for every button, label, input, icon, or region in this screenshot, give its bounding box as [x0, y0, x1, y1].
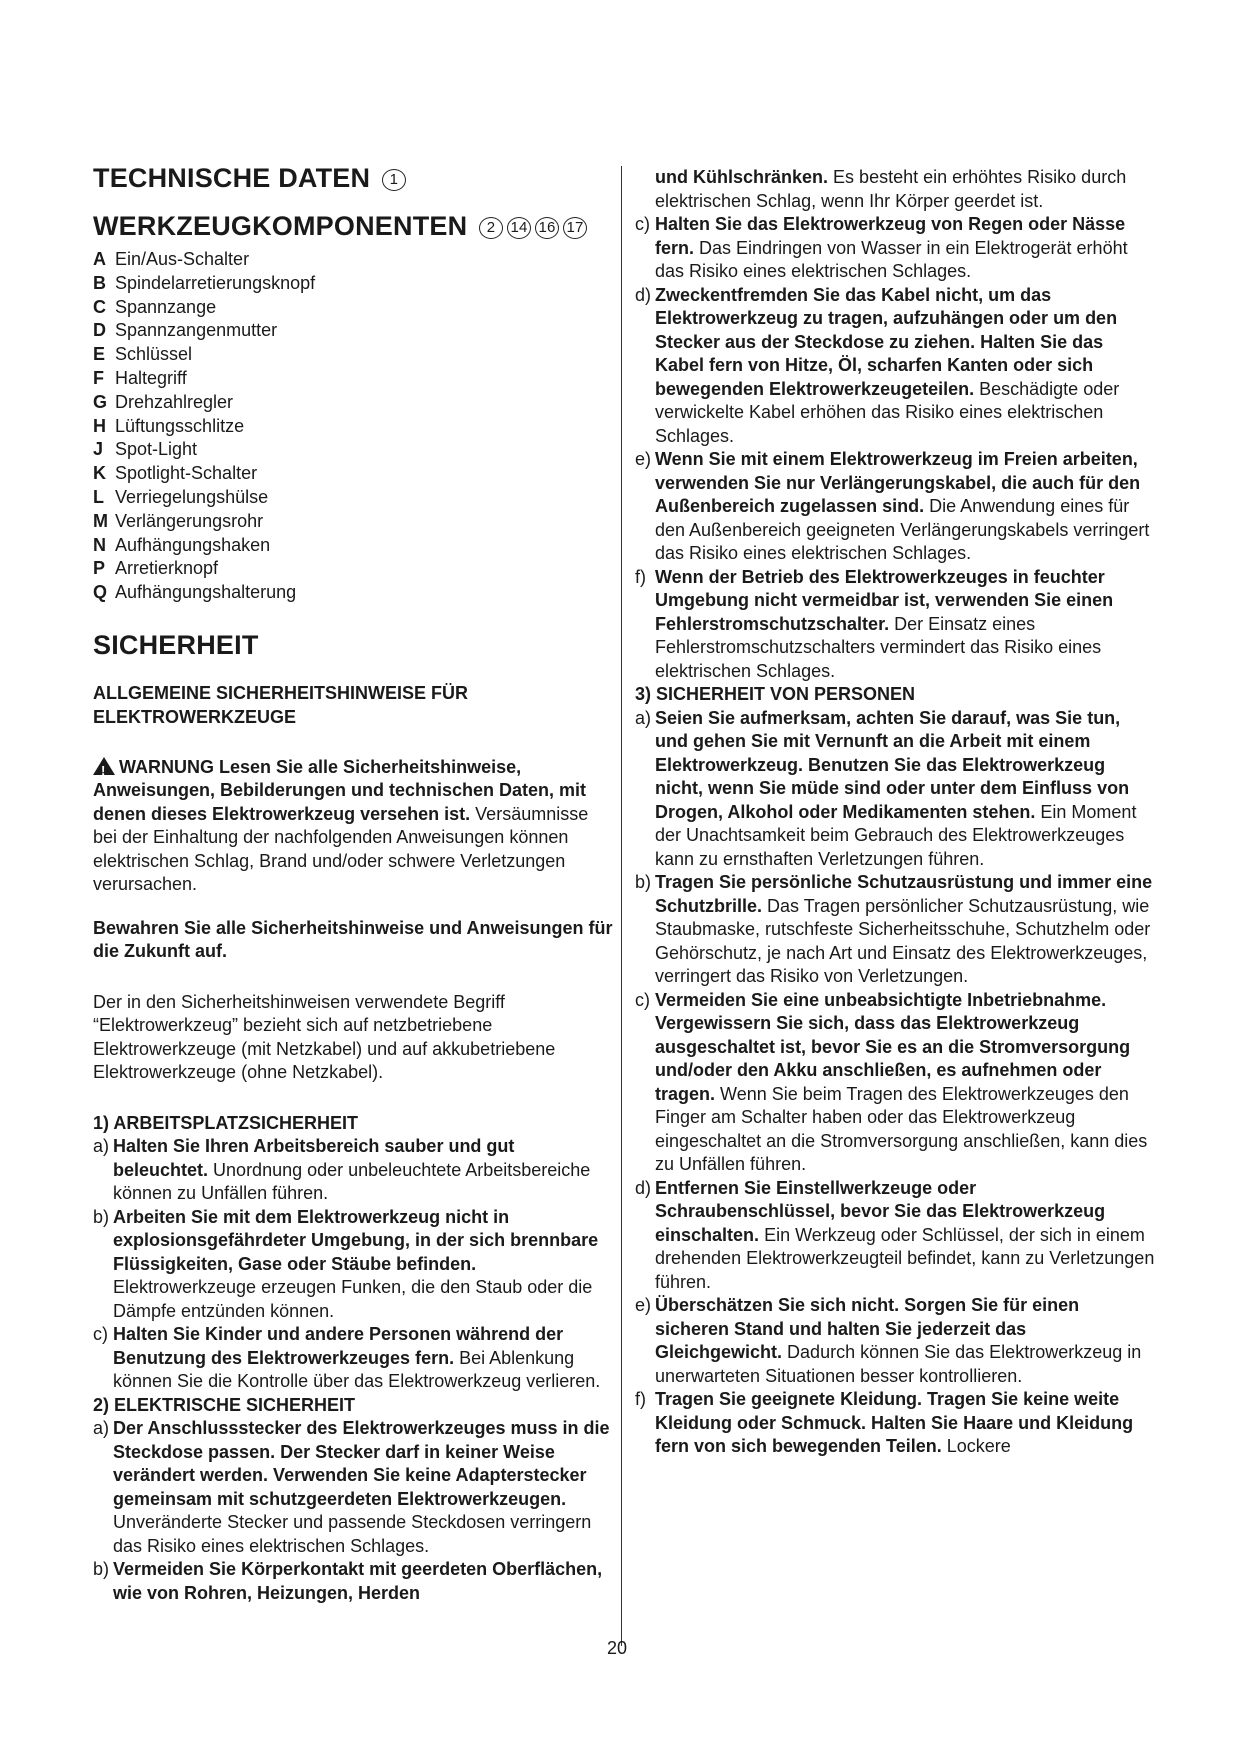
- component-item: F Haltegriff: [93, 367, 187, 388]
- list-item: f) Tragen Sie geeignete Kleidung. Tragen Sie keine weite Kleidung oder Schmuck. Halten Sie Haare und Kleidung fern von sich bewegenden Teilen. Lockere: [635, 1389, 1134, 1456]
- ref-circle: 2: [479, 217, 503, 239]
- list-item: c) Halten Sie Kinder und andere Personen während der Benutzung des Elektrowerkzeuges fern. Bei Ablenkung können Sie die Kontrolle über das Elektrowerkzeug verlieren.: [93, 1324, 601, 1392]
- keep-instructions: Bewahren Sie alle Sicherheitshinweise und Anweisungen für die Zukunft auf.: [93, 917, 613, 962]
- component-item: Q Aufhängungshalterung: [93, 582, 297, 603]
- heading-sicherheit: SICHERHEIT: [93, 629, 259, 660]
- component-item: L Verriegelungshülse: [93, 486, 269, 507]
- heading-werkzeugkomponenten: [93, 208, 613, 244]
- component-item: M Verlängerungsrohr: [93, 510, 264, 531]
- component-item: P Arretierknopf: [93, 558, 219, 579]
- list-item: c) Halten Sie das Elektrowerkzeug von Regen oder Nässe fern. Das Eindringen von Wasser in ein Elektrogerät erhöht das Risiko eines elektrischen Schlages.: [635, 214, 1128, 281]
- component-item: J Spot-Light: [93, 439, 198, 460]
- continued-item: und Kühlschränken. Es besteht ein erhöhtes Risiko durch elektrischen Schlag, wenn Ihr Körper geerdet ist.: [655, 167, 1127, 211]
- component-item: C Spannzange: [93, 296, 217, 317]
- heading-text: WERKZEUGKOMPONENTEN: [93, 211, 468, 241]
- component-item: N Aufhängungshaken: [93, 534, 271, 555]
- list-item: f) Wenn der Betrieb des Elektrowerkzeuges in feuchter Umgebung nicht vermeidbar ist, verwenden Sie einen Fehlerstromschutzschalter. Der Einsatz eines Fehlerstromschutzschalters vermindert das Risiko eines elektrischen Schlages.: [635, 566, 1114, 681]
- component-item: E Schlüssel: [93, 344, 193, 365]
- list-item: a) Halten Sie Ihren Arbeitsbereich sauber und gut beleuchtet. Unordnung oder unbeleuchtete Arbeitsbereiche können zu Unfällen führen.: [93, 1136, 591, 1204]
- warning-icon: [93, 757, 115, 775]
- list-item: a) Der Anschlussstecker des Elektrowerkzeuges muss in die Steckdose passen. Der Stecker darf in keiner Weise verändert werden. Verwenden Sie keine Adapterstecker gemeinsam mit schutzgeerdeten Elektrowerkzeugen. Unveränderte Stecker und passende Steckdosen verringern das Risiko eines elektrischen Schlages.: [93, 1418, 610, 1556]
- component-item: H Lüftungsschlitze: [93, 415, 245, 436]
- subheading-general-safety: ALLGEMEINE SICHERHEITSHINWEISE FÜR ELEKTROWERKZEUGE: [93, 682, 469, 727]
- list-item: b) Vermeiden Sie Körperkontakt mit geerdeten Oberflächen, wie von Rohren, Heizungen, Herden: [93, 1559, 603, 1603]
- heading-technische-daten: [93, 160, 613, 196]
- section-heading-2: 2) ELEKTRISCHE SICHERHEIT: [93, 1394, 356, 1415]
- heading-text: TECHNISCHE DATEN: [93, 163, 371, 193]
- component-list: [93, 248, 613, 605]
- list-item: d) Zweckentfremden Sie das Kabel nicht, um das Elektrowerkzeug zu tragen, aufzuhängen oder um den Stecker aus der Steckdose zu ziehen. Halten Sie das Kabel fern von Hitze, Öl, scharfen Kanten oder sich bewegenden Elektrowerkzeugeteilen. Beschädigte oder verwickelte Kabel erhöhen das Risiko eines elektrischen Schlages.: [635, 284, 1120, 446]
- list-item: b) Tragen Sie persönliche Schutzausrüstung und immer eine Schutzbrille. Das Tragen persönlicher Schutzausrüstung, wie Staubmaske, rutschfeste Sicherheitsschuhe, Schutzhelm oder Gehörschutz, je nach Art und Einsatz des Elektrowerkzeuges, verringert das Risiko von Verletzungen.: [635, 872, 1153, 986]
- ref-circle: 1: [382, 169, 406, 191]
- component-item: A Ein/Aus-Schalter: [93, 249, 250, 269]
- list-item: d) Entfernen Sie Einstellwerkzeuge oder Schraubenschlüssel, bevor Sie das Elektrowerkzeug einschalten. Ein Werkzeug oder Schlüssel, der sich in einem drehenden Elektrowerkzeugteil befindet, kann zu Verletzungen führen.: [635, 1177, 1155, 1292]
- component-item: B Spindelarretierungsknopf: [93, 272, 316, 293]
- definition-paragraph: Der in den Sicherheitshinweisen verwendete Begriff “Elektrowerkzeug” bezieht sich auf netzbetriebene Elektrowerkzeuge (mit Netzkabel) und auf akkubetriebene Elektrowerkzeuge (ohne Netzkabel).: [93, 991, 556, 1083]
- warning-paragraph: !WARNUNG Lesen Sie alle Sicherheitshinweise, Anweisungen, Bebilderungen und technischen Daten, mit denen dieses Elektrowerkzeug versehen ist. Versäumnisse bei der Einhaltung der nachfolgenden Anweisungen können elektrischen Schlag, Brand und/oder schwere Verletzungen verursachen.: [93, 756, 613, 897]
- list-item: e) Wenn Sie mit einem Elektrowerkzeug im Freien arbeiten, verwenden Sie nur Verlängerungskabel, die auch für den Außenbereich zugelassen sind. Die Anwendung eines für den Außenbereich geeigneten Verlängerungskabels verringert das Risiko eines elektrischen Schlages.: [635, 449, 1150, 563]
- component-item: K Spotlight-Schalter: [93, 463, 258, 484]
- right-column: [635, 166, 1155, 1459]
- list-item: e) Überschätzen Sie sich nicht. Sorgen Sie für einen sicheren Stand und halten Sie jederzeit das Gleichgewicht. Dadurch können Sie das Elektrowerkzeug in unerwarteten Situationen besser kontrollieren.: [635, 1295, 1142, 1386]
- ref-circle: 17: [563, 217, 587, 239]
- left-column: [93, 160, 613, 1605]
- list-item: c) Vermeiden Sie eine unbeabsichtigte Inbetriebnahme. Vergewissern Sie sich, dass das Elektrowerkzeug ausgeschaltet ist, bevor Sie es an die Stromversorgung und/oder den Akku anschließen, es aufnehmen oder tragen. Wenn Sie beim Tragen des Elektrowerkzeuges den Finger am Schalter haben oder das Elektrowerkzeug eingeschaltet an die Stromversorgung anschließen, kann dies zu Unfällen führen.: [635, 989, 1148, 1174]
- component-item: G Drehzahlregler: [93, 391, 234, 412]
- column-divider: [621, 166, 622, 1646]
- list-item: a) Seien Sie aufmerksam, achten Sie darauf, was Sie tun, und gehen Sie mit Vernunft an die Arbeit mit einem Elektrowerkzeug. Benutzen Sie das Elektrowerkzeug nicht, wenn Sie müde sind oder unter dem Einfluss von Drogen, Alkohol oder Medikamenten stehen. Ein Moment der Unachtsamkeit beim Gebrauch des Elektrowerkzeuges kann zu ernsthaften Verletzungen führen.: [635, 707, 1137, 869]
- section-heading-3: 3) SICHERHEIT VON PERSONEN: [635, 684, 916, 704]
- component-item: D Spannzangenmutter: [93, 320, 278, 341]
- section-heading-1: 1) ARBEITSPLATZSICHERHEIT: [93, 1112, 359, 1133]
- ref-circle: 16: [535, 217, 559, 239]
- ref-circle: 14: [507, 217, 531, 239]
- list-item: b) Arbeiten Sie mit dem Elektrowerkzeug nicht in explosionsgefährdeter Umgebung, in der sich brennbare Flüssigkeiten, Gase oder Stäube befinden. Elektrowerkzeuge erzeugen Funken, die den Staub oder die Dämpfe entzünden können.: [93, 1206, 599, 1321]
- page-number: 20: [607, 1638, 628, 1658]
